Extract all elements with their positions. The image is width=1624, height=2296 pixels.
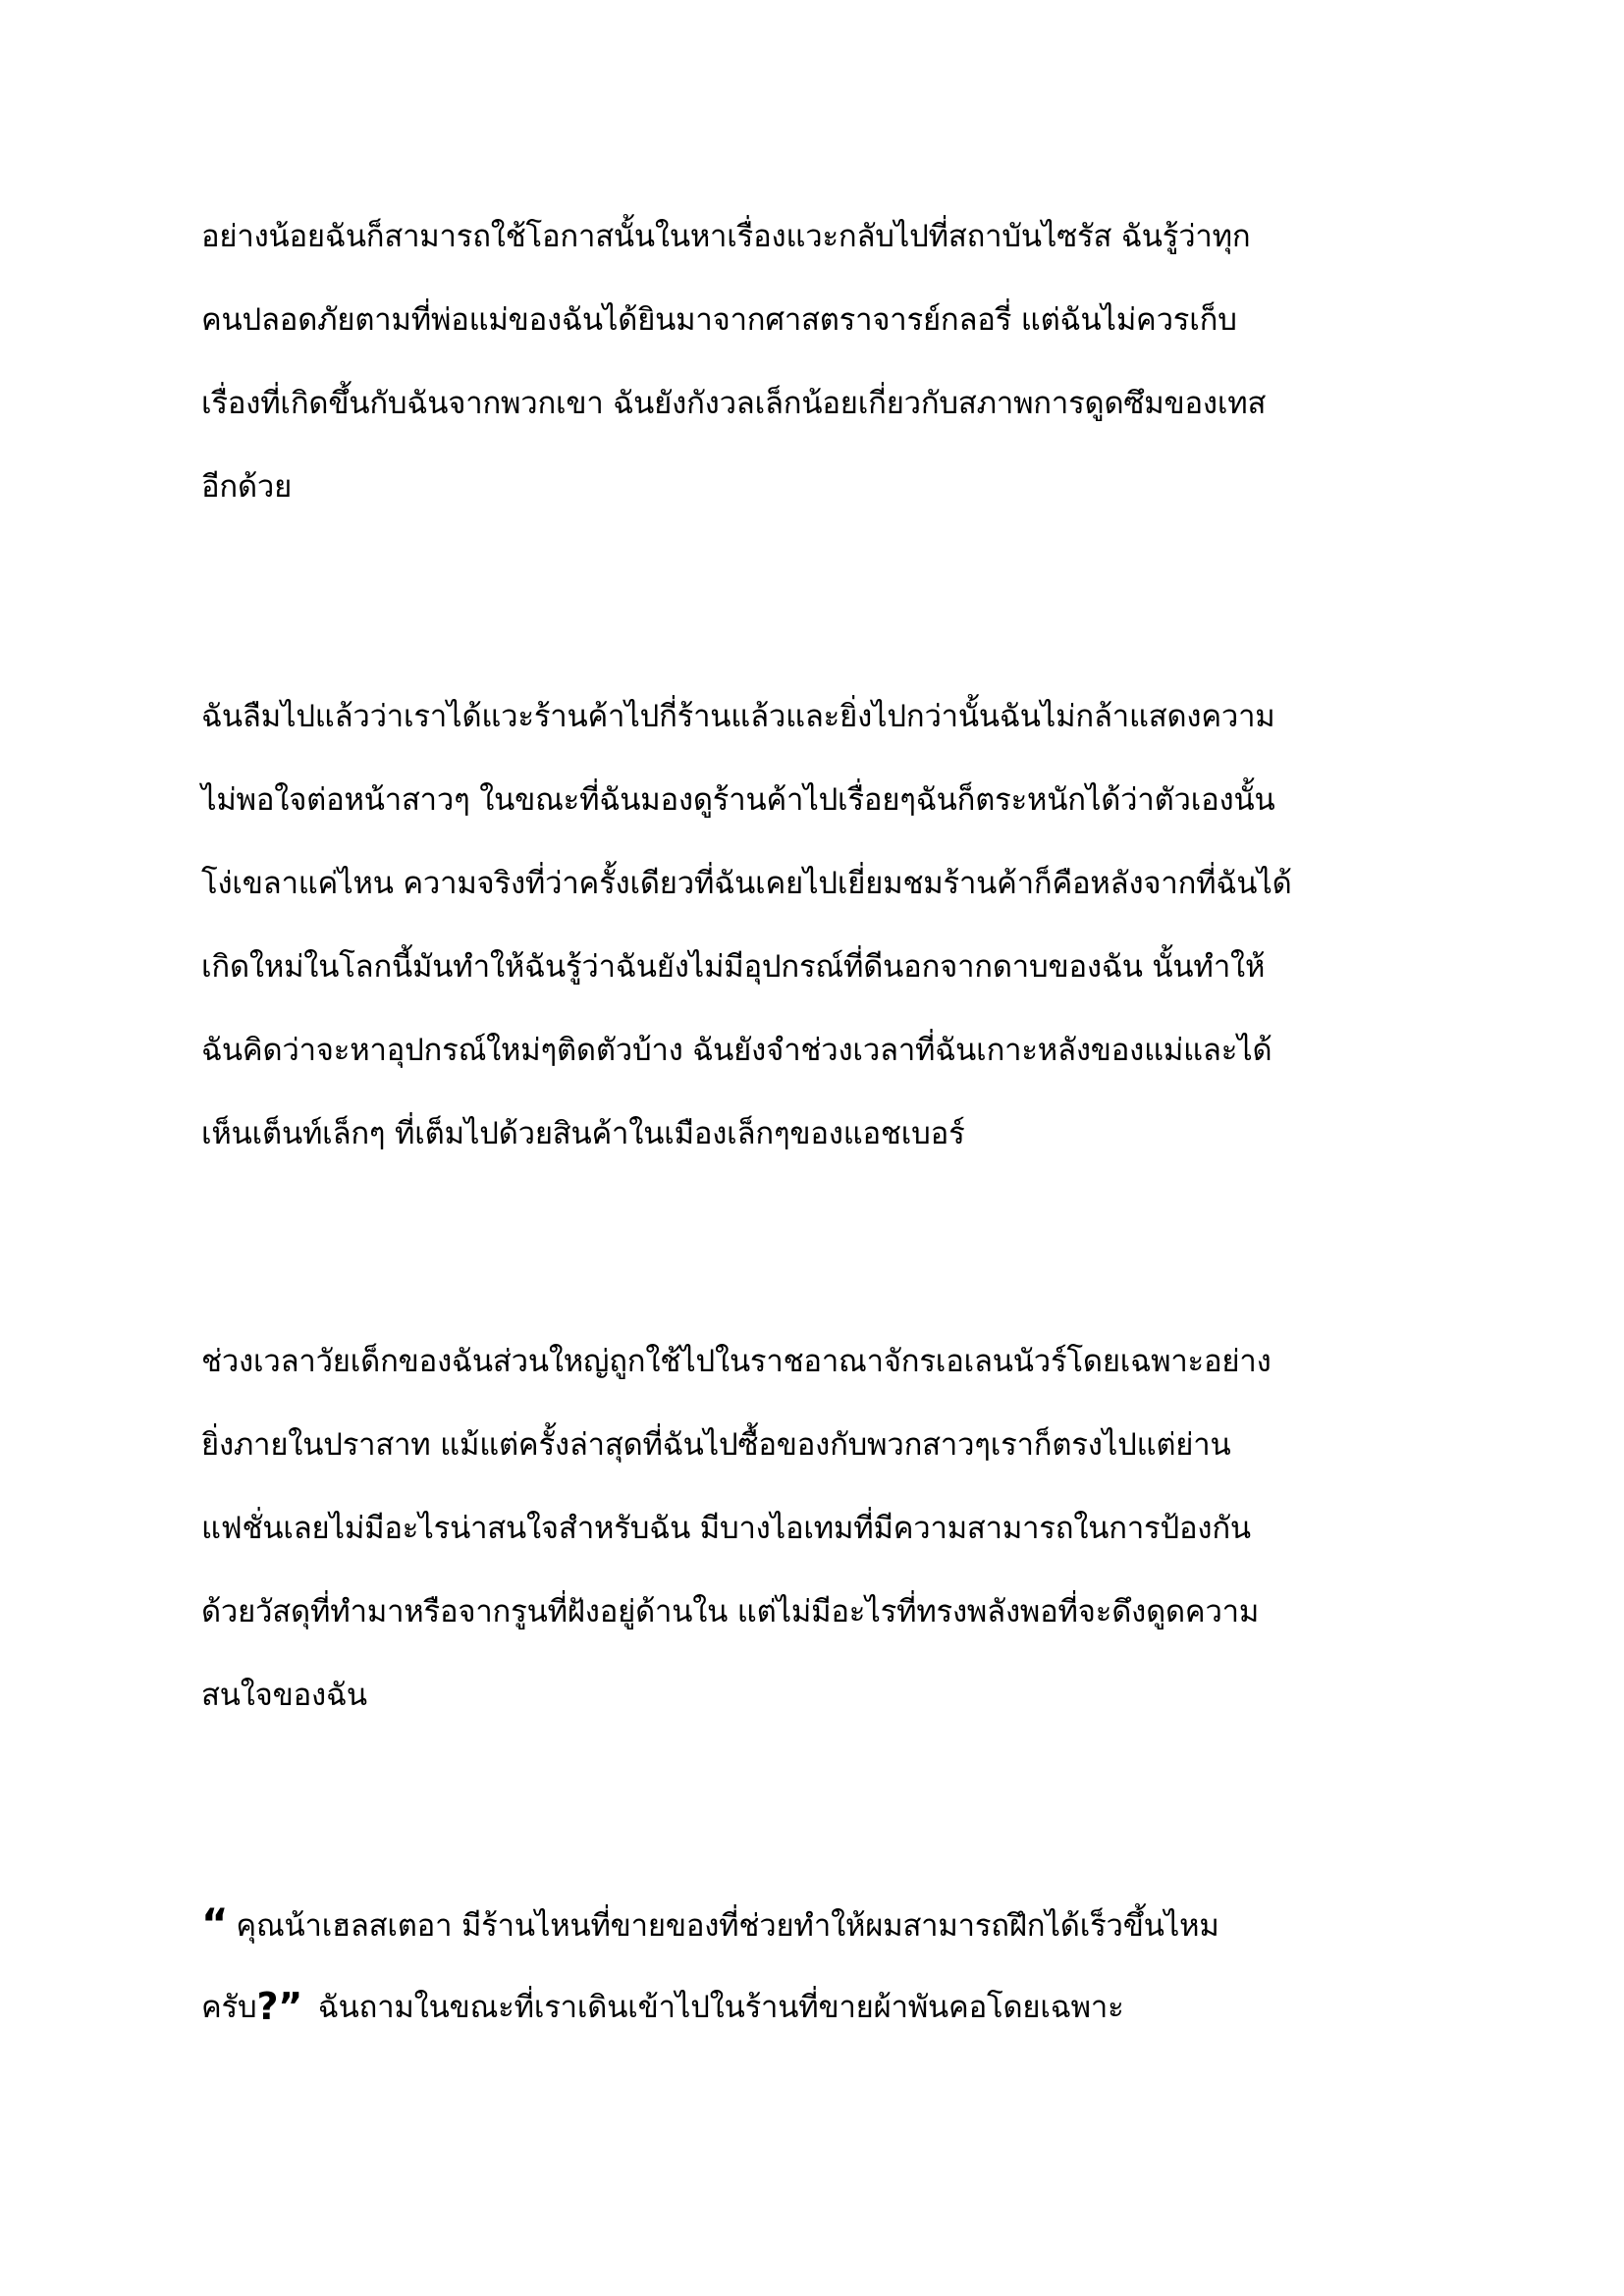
dialogue-text-end: ครับ <box>201 1990 257 2025</box>
text-line: ช่วงเวลาวัยเด็กของฉันส่วนใหญ่ถูกใช้ไปในราชอาณาจักรเอเลนนัวร์โดยเฉพาะอย่าง <box>201 1344 1272 1379</box>
text-line: ยิ่งภายในปราสาท แม้แต่ครั้งล่าสุดที่ฉันไปซื้อของกับพวกสาวๆเราก็ตรงไปแต่ย่าน <box>201 1427 1231 1463</box>
text-line: ฉันคิดว่าจะหาอุปกรณ์ใหม่ๆติดตัวบ้าง ฉันยังจำช่วงเวลาที่ฉันเกาะหลังของแม่และได้ <box>201 1033 1272 1068</box>
open-quote: “ <box>201 1899 229 1948</box>
text-line: ไม่พอใจต่อหน้าสาวๆ ในขณะที่ฉันมองดูร้านค้าไปเรื่อยๆฉันก็ตระหนักได้ว่าตัวเองนั้น <box>201 782 1275 818</box>
dialogue-text: คุณน้าเฮลสเตอา มีร้านไหนที่ขายของที่ช่วยทำให้ผมสามารถฝึกได้เร็วขึ้นไหม <box>236 1908 1219 1944</box>
paragraph-2 <box>201 675 1478 1176</box>
dialogue-line-1 <box>201 1882 1478 1965</box>
text-line: คนปลอดภัยตามที่พ่อแม่ของฉันได้ยินมาจากศาสตราจารย์กลอรี่ แต่ฉันไม่ควรเก็บ <box>201 302 1237 338</box>
dialogue-line-2 <box>201 1965 1478 2049</box>
text-line: อีกด้วย <box>201 469 293 505</box>
paragraph-1 <box>201 195 1478 529</box>
paragraph-3 <box>201 1320 1478 1737</box>
text-line: เรื่องที่เกิดขึ้นกับฉันจากพวกเขา ฉันยังกังวลเล็กน้อยเกี่ยวกับสภาพการดูดซึมของเทส <box>201 386 1267 421</box>
text-line: โง่เขลาแค่ไหน ความจริงที่ว่าครั้งเดียวที่ฉันเคยไปเยี่ยมชมร้านค้าก็คือหลังจากที่ฉันได้ <box>201 866 1292 901</box>
text-line: เกิดใหม่ในโลกนี้มันทำให้ฉันรู้ว่าฉันยังไม่มีอุปกรณ์ที่ดีนอกจากดาบของฉัน นั้นทำให้ <box>201 949 1266 985</box>
text-line: อย่างน้อยฉันก็สามารถใช้โอกาสนั้นในหาเรื่องแวะกลับไปที่สถาบันไซรัส ฉันรู้ว่าทุก <box>201 219 1251 254</box>
narration-text: ฉันถามในขณะที่เราเดินเข้าไปในร้านที่ขายผ้าพันคอโดยเฉพาะ <box>317 1990 1124 2025</box>
close-quote: ?” <box>256 1985 303 2028</box>
text-line: สนใจของฉัน <box>201 1678 367 1713</box>
text-line: ด้วยวัสดุที่ทำมาหรือจากรูนที่ฝังอยู่ด้านใน แต่ไม่มีอะไรที่ทรงพลังพอที่จะดึงดูดความ <box>201 1594 1260 1629</box>
dialogue-paragraph <box>201 1882 1478 2049</box>
text-line: ฉันลืมไปแล้วว่าเราได้แวะร้านค้าไปกี่ร้านแล้วและยิ่งไปกว่านั้นฉันไม่กล้าแสดงความ <box>201 699 1275 734</box>
text-line: แฟชั่นเลยไม่มีอะไรน่าสนใจสำหรับฉัน มีบางไอเทมที่มีความสามารถในการป้องกัน <box>201 1511 1251 1546</box>
text-line: เห็นเต็นท์เล็กๆ ที่เต็มไปด้วยสินค้าในเมืองเล็กๆของแอชเบอร์ <box>201 1116 965 1151</box>
